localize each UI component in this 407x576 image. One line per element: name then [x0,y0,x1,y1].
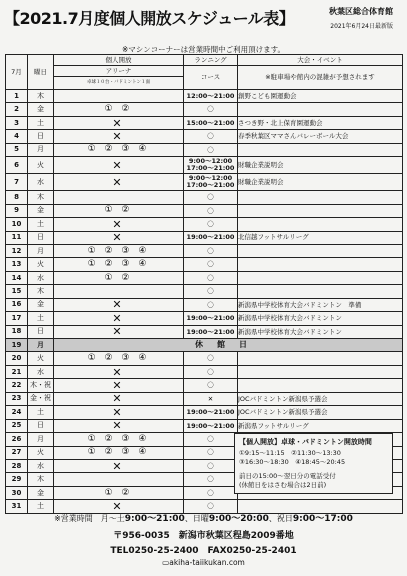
schedule-row [6,258,403,271]
running-cell: 〇 [184,271,238,284]
weekday-cell: 土 [28,218,54,231]
running-header-2: コース [184,66,238,90]
schedule-row [6,116,403,129]
day-cell: 11 [6,231,28,244]
arena-cell [54,90,184,103]
events-header-1: 大会・イベント [238,55,403,66]
running-cell: 〇 [184,218,238,231]
schedule-row [6,365,403,378]
arena-cell: ✕ [54,365,184,378]
schedule-row [6,157,403,174]
running-time: 17:00～21:00 [186,181,235,190]
kojin-header: 個人開放 [54,55,184,66]
arena-cell: ① ② [54,103,184,116]
arena-cell: ✕ [54,392,184,405]
running-cell: 〇 [184,298,238,311]
running-cell: 19:00～21:00 [184,419,238,432]
running-cell: 19:00～21:00 [184,406,238,419]
running-cell: 〇 [184,244,238,257]
running-cell: 12:00～21:00 [184,90,238,103]
weekday-cell: 土 [28,116,54,129]
arena-cell: ✕ [54,231,184,244]
arena-cell: ① ② ③ ④ [54,258,184,271]
events-header-2: ※駐車場や館内の混雑が予想されます [238,66,403,90]
weekday-cell: 水 [28,271,54,284]
schedule-row [6,419,403,432]
arena-cell: ✕ [54,325,184,338]
day-cell: 4 [6,130,28,143]
schedule-row [6,325,403,338]
day-cell: 13 [6,258,28,271]
arena-cell: ✕ [54,459,184,472]
event-cell [238,258,403,271]
running-cell: 〇 [184,103,238,116]
weekday-cell: 金・祝 [28,392,54,405]
weekday-cell: 木 [28,191,54,204]
weekday-cell: 月 [28,143,54,156]
business-hours: ※営業時間 月～土9:00～21:00、日曜9:00～20:00、祝日9:00～17:00 [54,514,353,524]
weekday-cell: 金 [28,486,54,499]
weekday-cell: 月 [28,433,54,446]
day-cell: 6 [6,157,28,174]
running-cell: 〇 [184,191,238,204]
weekday-cell: 水 [28,365,54,378]
day-cell: 2 [6,103,28,116]
schedule-row [6,352,403,365]
weekday-cell: 木 [28,285,54,298]
page-title: 【2021.7月度個人開放スケジュール表】 [4,9,295,28]
day-cell: 27 [6,446,28,459]
arena-cell: ① ② [54,204,184,217]
day-cell: 28 [6,459,28,472]
running-time: 17:00～21:00 [186,164,235,173]
weekday-cell: 土 [28,406,54,419]
weekday-cell: 日 [28,325,54,338]
arena-cell: ① ② ③ ④ [54,446,184,459]
event-cell: 新潟県フットサルリーグ [238,419,403,432]
running-cell: 〇 [184,433,238,446]
event-cell [238,271,403,284]
arena-cell: ① ② ③ ④ [54,433,184,446]
tel-fax: TEL0250-25-2400 FAX0250-25-2401 [110,546,297,556]
day-cell: 31 [6,500,28,513]
day-cell: 19 [6,339,28,352]
weekday-cell: 火 [28,258,54,271]
event-cell [238,285,403,298]
running-cell: 19:00～21:00 [184,231,238,244]
schedule-row [6,103,403,116]
running-header-1: ランニング [184,55,238,66]
weekday-cell: 土 [28,500,54,513]
event-cell: 財職企業説明会 [238,157,403,174]
arena-cell: ① ② ③ ④ [54,352,184,365]
machine-corner-notice: ※マシンコーナーは営業時間中ご利用頂けます。 [122,45,285,54]
arena-cell: ✕ [54,174,184,191]
event-cell: 創野こども園運動会 [238,90,403,103]
running-cell: 〇 [184,486,238,499]
weekday-cell: 月 [28,244,54,257]
schedule-row [6,204,403,217]
arena-sub-header: 卓球１０台・バドミントン１面 [54,77,184,90]
website-link[interactable]: ▭akiha-taiikukan.com [162,558,245,567]
running-cell [184,157,238,174]
running-cell: ✕ [184,392,238,405]
arena-cell [54,285,184,298]
schedule-row [6,218,403,231]
running-cell: 〇 [184,258,238,271]
day-cell: 16 [6,298,28,311]
day-cell: 17 [6,312,28,325]
info-box-line: ①9:15～11:15 ②11:30～13:30 [239,449,341,457]
event-cell: JOCバドミントン新潟県予選会 [238,392,403,405]
day-cell: 15 [6,285,28,298]
running-time: 9:00～12:00 [188,156,233,165]
weekday-cell: 月 [28,339,54,352]
day-cell: 18 [6,325,28,338]
running-cell: 19:00～21:00 [184,325,238,338]
day-cell: 23 [6,392,28,405]
schedule-row [6,379,403,392]
venue-name: 秋葉区総合体育館 [329,7,393,16]
address: 〒956-0035 新潟市秋葉区程島2009番地 [113,531,294,541]
weekday-cell: 木 [28,90,54,103]
day-cell: 25 [6,419,28,432]
schedule-row [6,285,403,298]
running-time: 9:00～12:00 [188,173,233,182]
info-box-title: 【個人開放】卓球・バドミントン開放時間 [239,438,372,446]
arena-cell: ✕ [54,130,184,143]
event-cell: 春季秋葉区ママさんバレーボール大会 [238,130,403,143]
schedule-row [6,244,403,257]
schedule-row [6,130,403,143]
weekday-cell: 日 [28,419,54,432]
day-cell: 30 [6,486,28,499]
info-box-line: ③16:30～18:30 ④18:45～20:45 [239,458,346,466]
updated-date: 2021年6月24日最新版 [330,23,393,30]
event-cell: JOCバドミントン新潟県予選会 [238,406,403,419]
arena-cell: ✕ [54,406,184,419]
weekday-cell: 金 [28,204,54,217]
running-cell: 〇 [184,204,238,217]
running-cell: 19:00～21:00 [184,312,238,325]
event-cell: 財職企業説明会 [238,174,403,191]
event-cell [238,365,403,378]
day-cell: 9 [6,204,28,217]
event-cell [238,204,403,217]
weekday-cell: 木・祝 [28,379,54,392]
running-cell [184,174,238,191]
event-cell [238,191,403,204]
weekday-cell: 金 [28,298,54,311]
arena-header: アリーナ [54,66,184,77]
running-cell: 〇 [184,352,238,365]
running-cell: 〇 [184,143,238,156]
arena-cell: ✕ [54,157,184,174]
running-cell: 〇 [184,285,238,298]
day-cell: 14 [6,271,28,284]
arena-cell: ✕ [54,298,184,311]
day-cell: 26 [6,433,28,446]
day-cell: 8 [6,191,28,204]
running-cell: 〇 [184,130,238,143]
arena-cell: ① ② ③ ④ [54,143,184,156]
arena-cell [54,473,184,486]
weekday-cell: 日 [28,231,54,244]
arena-cell: ✕ [54,379,184,392]
arena-cell: ✕ [54,218,184,231]
weekday-cell: 水 [28,459,54,472]
month-header: 7月 [6,55,28,90]
computer-icon: ▭ [162,558,170,567]
running-cell: 〇 [184,473,238,486]
day-cell: 10 [6,218,28,231]
event-cell [238,352,403,365]
running-cell: 〇 [184,500,238,513]
arena-cell: ① ② [54,486,184,499]
schedule-row [6,191,403,204]
weekday-cell: 土 [28,312,54,325]
schedule-row [6,231,403,244]
weekday-cell: 火 [28,352,54,365]
schedule-row [6,392,403,405]
weekday-cell: 木 [28,473,54,486]
weekday-cell: 水 [28,174,54,191]
open-hours-box [234,433,393,494]
weekday-header: 曜日 [28,55,54,90]
schedule-row [6,271,403,284]
arena-cell: ✕ [54,116,184,129]
day-cell: 29 [6,473,28,486]
schedule-row [6,298,403,311]
weekday-cell: 火 [28,157,54,174]
day-cell: 5 [6,143,28,156]
day-cell: 21 [6,365,28,378]
info-box-line: 前日の15:00～翌日分の電話受付 [239,472,336,480]
weekday-cell: 金 [28,103,54,116]
schedule-row [6,312,403,325]
schedule-row [6,406,403,419]
arena-cell: ✕ [54,419,184,432]
day-cell: 1 [6,90,28,103]
arena-cell: ✕ [54,500,184,513]
event-cell [238,379,403,392]
day-cell: 22 [6,379,28,392]
header-info [329,6,393,30]
event-cell: 北信越フットサルリーグ [238,231,403,244]
event-cell [238,103,403,116]
event-cell: 新潟県中学校体育大会バドミントン [238,325,403,338]
event-cell: さつき野・北上保育園運動会 [238,116,403,129]
schedule-row [6,174,403,191]
day-cell: 24 [6,406,28,419]
info-box-line: (休館日をはさむ場合は2日前) [239,481,327,489]
running-cell: 15:00～21:00 [184,116,238,129]
day-cell: 12 [6,244,28,257]
day-cell: 7 [6,174,28,191]
schedule-row [6,143,403,156]
arena-cell: ✕ [54,312,184,325]
arena-cell: ① ② [54,271,184,284]
weekday-cell: 火 [28,446,54,459]
day-cell: 20 [6,352,28,365]
event-cell: 新潟県中学校体育大会バドミントン [238,312,403,325]
running-cell: 〇 [184,379,238,392]
weekday-cell: 日 [28,130,54,143]
day-cell: 3 [6,116,28,129]
arena-cell: ① ② ③ ④ [54,244,184,257]
running-cell: 〇 [184,446,238,459]
schedule-row [6,90,403,103]
closed-day-label: 休館日 [54,339,403,352]
event-cell [238,143,403,156]
schedule-row [6,339,403,352]
running-cell: 〇 [184,459,238,472]
event-cell [238,218,403,231]
running-cell: 〇 [184,365,238,378]
event-cell: 新潟県中学校体育大会バドミントン 準備 [238,298,403,311]
arena-cell [54,191,184,204]
event-cell [238,244,403,257]
